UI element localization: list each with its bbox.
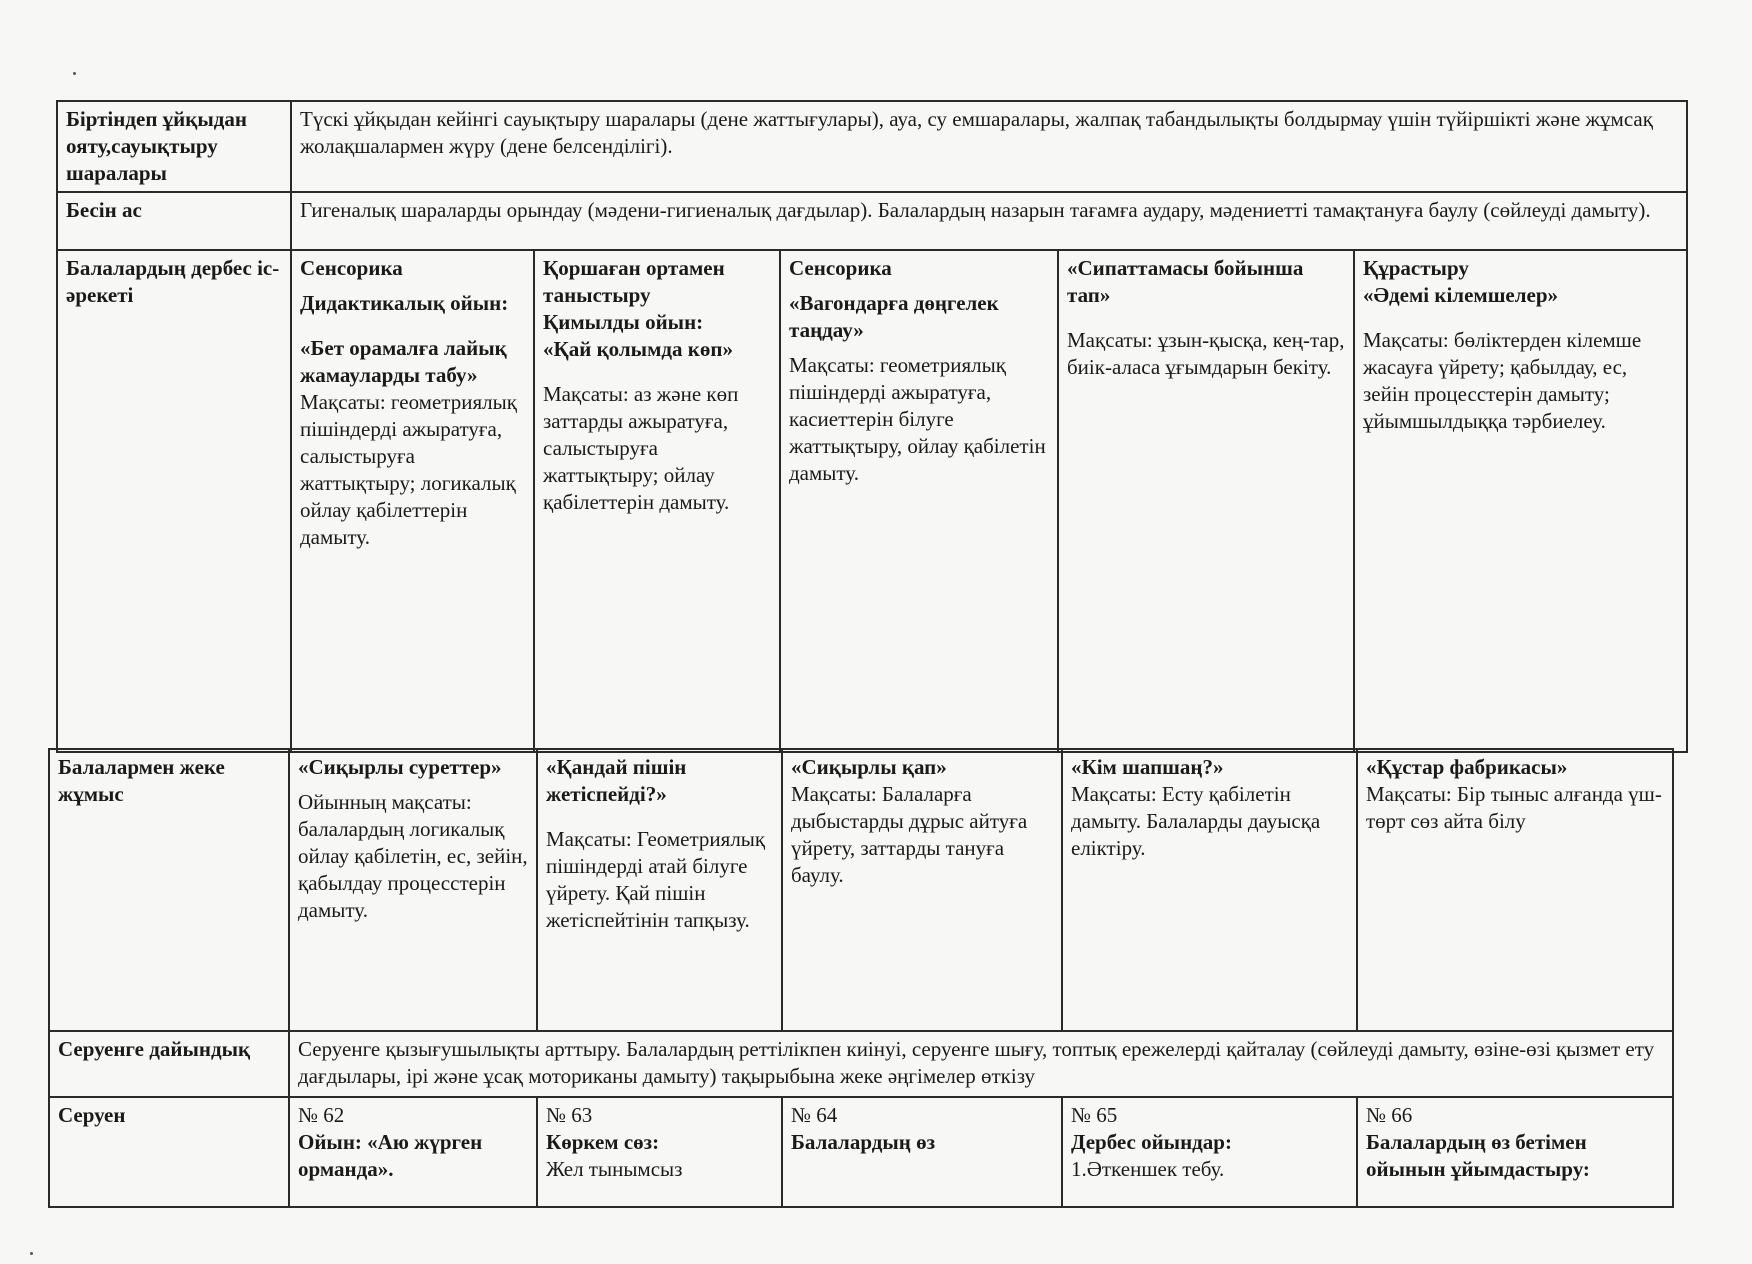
- game-goal: Мақсаты: Бір тыныс алғанда үш-төрт сөз айта білу: [1366, 782, 1662, 833]
- row-label-independent: Балалардың дербес іс-әрекеті: [57, 250, 291, 752]
- row-label-snack: Бесін ас: [57, 192, 291, 250]
- walk-title: Балалардың өз: [791, 1130, 936, 1154]
- walk-number: № 62: [298, 1103, 345, 1127]
- walk-cell-3: [782, 1097, 1062, 1207]
- walk-number: № 66: [1366, 1103, 1413, 1127]
- activity-goal: Мақсаты: геометриялық пішіндерді ажыратуға, касиеттерін білуге жаттықтыру, ойлау қабілетін дамыту.: [789, 353, 1046, 485]
- row-walk: [49, 1097, 1673, 1207]
- activity-goal: Мақсаты: аз және көп заттарды ажыратуға, салыстыруға жаттықтыру; ойлау қабілеттерін дамыту.: [543, 382, 739, 514]
- activity-area: Құрастыру: [1363, 256, 1469, 280]
- individual-cell-5: [1357, 749, 1673, 1031]
- game-title: «Құстар фабрикасы»: [1366, 755, 1568, 779]
- activity-type: Қимылды ойын:: [543, 310, 704, 334]
- row-walk-prep: [49, 1031, 1673, 1097]
- walk-text: 1.Әткеншек тебу.: [1071, 1157, 1225, 1181]
- game-title: «Қандай пішін жетіспейді?»: [546, 755, 687, 806]
- game-goal: Мақсаты: Есту қабілетін дамыту. Балаларды дауысқа еліктіру.: [1071, 782, 1321, 860]
- independent-cell-1: [291, 250, 534, 752]
- activity-title: «Әдемі кілемшелер»: [1363, 283, 1559, 307]
- activity-area: Сенсорика: [300, 256, 403, 280]
- walk-number: № 65: [1071, 1103, 1118, 1127]
- daily-plan-table-lower: [48, 748, 1674, 1208]
- game-title: «Сиқырлы қап»: [791, 755, 947, 779]
- activity-title: «Вагондарға дөңгелек таңдау»: [789, 291, 999, 342]
- walk-number: № 63: [546, 1103, 593, 1127]
- activity-title: «Қай қолымда көп»: [543, 337, 733, 361]
- row-label-walk: Серуен: [49, 1097, 289, 1207]
- independent-cell-4: [1058, 250, 1354, 752]
- scan-speck: [73, 72, 76, 75]
- wake-up-text: Түскі ұйқыдан кейінгі сауықтыру шаралары (дене жаттығулары), ауа, су емшаралары, жалпақ табандылықты болдырмау үшін түйіршікті және жұмсақ жолақшалармен жүру (дене белсенділігі).: [291, 101, 1687, 192]
- game-goal: Ойынның мақсаты: балалардың логикалық ойлау қабілетін, ес, зейін, қабылдау процесстерін дамыту.: [298, 790, 528, 922]
- activity-goal: Мақсаты: геометриялық пішіндерді ажыратуға, салыстыруға жаттықтыру; логикалық ойлау қабілеттерін дамыту.: [300, 390, 517, 549]
- activity-type: Дидактикалық ойын:: [300, 291, 509, 315]
- walk-text: Жел тынымсыз: [546, 1157, 683, 1181]
- game-title: «Кім шапшаң?»: [1071, 755, 1224, 779]
- activity-area: Сенсорика: [789, 256, 892, 280]
- walk-cell-4: [1062, 1097, 1357, 1207]
- activity-area: «Сипаттамасы бойынша тап»: [1067, 256, 1304, 307]
- walk-cell-2: [537, 1097, 782, 1207]
- game-goal: Мақсаты: Геометриялық пішіндерді атай білуге үйрету. Қай пішін жетіспейтінін тапқызу.: [546, 827, 766, 932]
- independent-cell-3: [780, 250, 1058, 752]
- game-title: «Сиқырлы суреттер»: [298, 755, 502, 779]
- independent-cell-2: [534, 250, 780, 752]
- row-label-individual: Балалармен жеке жұмыс: [49, 749, 289, 1031]
- independent-cell-5: [1354, 250, 1687, 752]
- walk-cell-1: [289, 1097, 537, 1207]
- row-snack: [57, 192, 1687, 250]
- activity-goal: Мақсаты: бөліктерден кілемше жасауға үйрету; қабылдау, ес, зейін процесстерін дамыту; ұйымшылдыққа тәрбиелеу.: [1363, 328, 1642, 433]
- walk-number: № 64: [791, 1103, 838, 1127]
- walk-title: Балалардың өз бетімен ойынын ұйымдастыру:: [1366, 1130, 1590, 1181]
- individual-cell-3: [782, 749, 1062, 1031]
- walk-title: Көркем сөз:: [546, 1130, 660, 1154]
- walk-title: Ойын: «Аю жүрген орманда».: [298, 1130, 483, 1181]
- individual-cell-4: [1062, 749, 1357, 1031]
- snack-text: Гигеналық шараларды орындау (мәдени-гигиеналық дағдылар). Балалардың назарын тағамға аудару, мәдениетті тамақтануға баулу (сөйлеуді дамыту).: [291, 192, 1687, 250]
- activity-goal: Мақсаты: ұзын-қысқа, кең-тар, биік-аласа ұғымдарын бекіту.: [1067, 328, 1345, 379]
- scan-speck: [30, 1252, 33, 1255]
- individual-cell-2: [537, 749, 782, 1031]
- activity-area: Қоршаған ортамен таныстыру: [543, 256, 725, 307]
- walk-cell-5: [1357, 1097, 1673, 1207]
- row-individual-work: [49, 749, 1673, 1031]
- row-label-walk-prep: Серуенге дайындық: [49, 1031, 289, 1097]
- walk-prep-text: Серуенге қызығушылықты арттыру. Балалардың реттілікпен киінуі, серуенге шығу, топтық ережелерді қайталау (сөйлеуді дамыту, өзіне-өзі қызмет ету дағдылары, ірі және ұсақ моториканы дамыту) тақырыбына жеке әңгімелер өткізу: [289, 1031, 1673, 1097]
- individual-cell-1: [289, 749, 537, 1031]
- row-independent-activity: [57, 250, 1687, 752]
- walk-title: Дербес ойындар:: [1071, 1130, 1232, 1154]
- row-wake-up: [57, 101, 1687, 192]
- game-goal: Мақсаты: Балаларға дыбыстарды дұрыс айтуға үйрету, заттарды тануға баулу.: [791, 782, 1028, 887]
- row-label-wake-up: Біртіндеп ұйқыдан ояту,сауықтыру шаралары: [57, 101, 291, 192]
- activity-title: «Бет орамалға лайық жамауларды табу»: [300, 336, 507, 387]
- daily-plan-table: [56, 100, 1688, 753]
